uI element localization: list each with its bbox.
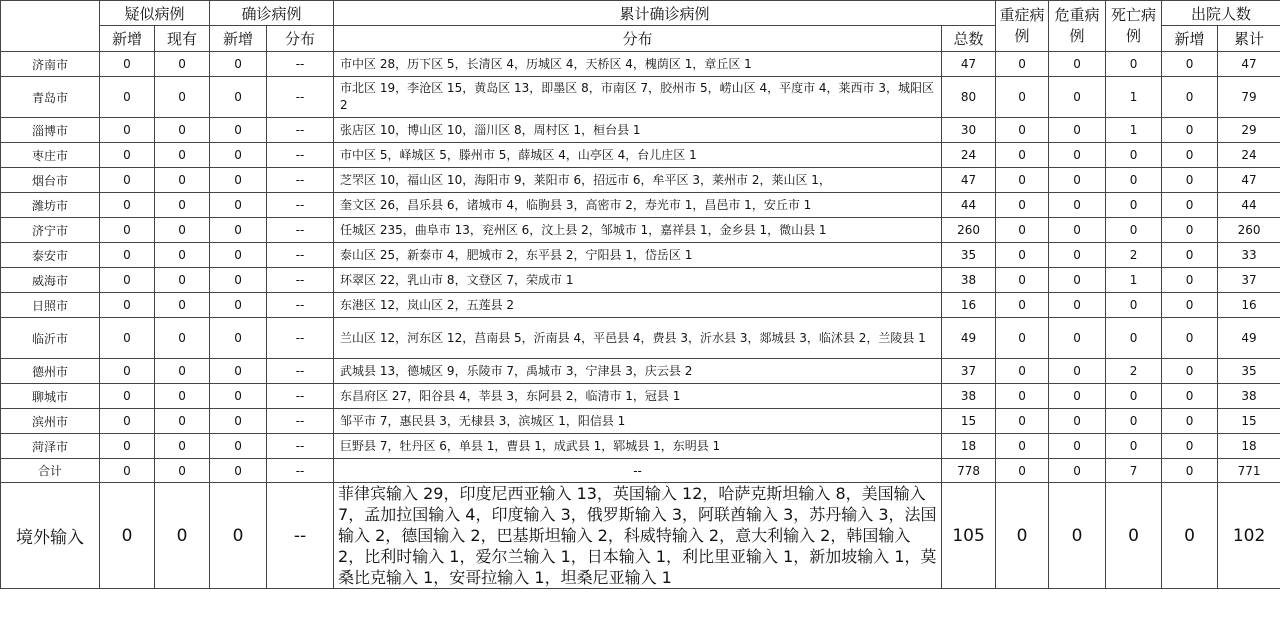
suspected-new: 0 bbox=[100, 434, 155, 459]
confirmed-new: 0 bbox=[210, 143, 267, 168]
suspected-current: 0 bbox=[155, 434, 210, 459]
cumulative-distribution: 奎文区 26，昌乐县 6，诸城市 4，临朐县 3，高密市 2，寿光市 1，昌邑市 1，安丘市 1 bbox=[334, 193, 942, 218]
critical-count: 0 bbox=[1049, 359, 1106, 384]
cumulative-total: 18 bbox=[942, 434, 996, 459]
cumulative-total: 80 bbox=[942, 77, 996, 118]
discharged-new: 0 bbox=[1162, 459, 1218, 483]
suspected-new: 0 bbox=[100, 268, 155, 293]
header-discharged: 出院人数 bbox=[1162, 1, 1280, 26]
death-count: 7 bbox=[1106, 459, 1162, 483]
confirmed-distribution: -- bbox=[267, 483, 334, 589]
table-row bbox=[1, 318, 1280, 359]
suspected-new: 0 bbox=[100, 143, 155, 168]
critical-count: 0 bbox=[1049, 268, 1106, 293]
cumulative-total: 35 bbox=[942, 243, 996, 268]
table-row bbox=[1, 52, 1280, 77]
cumulative-total: 16 bbox=[942, 293, 996, 318]
death-count: 1 bbox=[1106, 118, 1162, 143]
death-count: 0 bbox=[1106, 483, 1162, 589]
discharged-new: 0 bbox=[1162, 77, 1218, 118]
discharged-cumulative: 49 bbox=[1218, 318, 1280, 359]
cumulative-total: 44 bbox=[942, 193, 996, 218]
discharged-new: 0 bbox=[1162, 384, 1218, 409]
cumulative-total: 47 bbox=[942, 168, 996, 193]
discharged-new: 0 bbox=[1162, 483, 1218, 589]
suspected-new: 0 bbox=[100, 77, 155, 118]
cumulative-distribution: 环翠区 22，乳山市 8，文登区 7，荣成市 1 bbox=[334, 268, 942, 293]
suspected-current: 0 bbox=[155, 218, 210, 243]
confirmed-distribution: -- bbox=[267, 118, 334, 143]
confirmed-distribution: -- bbox=[267, 77, 334, 118]
death-count: 0 bbox=[1106, 193, 1162, 218]
city-name: 聊城市 bbox=[1, 384, 100, 409]
cumulative-total: 24 bbox=[942, 143, 996, 168]
confirmed-new: 0 bbox=[210, 268, 267, 293]
table-row bbox=[1, 118, 1280, 143]
discharged-cumulative: 16 bbox=[1218, 293, 1280, 318]
suspected-current: 0 bbox=[155, 52, 210, 77]
death-count: 0 bbox=[1106, 218, 1162, 243]
cumulative-distribution: 武城县 13，德城区 9，乐陵市 7，禹城市 3，宁津县 3，庆云县 2 bbox=[334, 359, 942, 384]
discharged-cumulative: 33 bbox=[1218, 243, 1280, 268]
cumulative-total: 105 bbox=[942, 483, 996, 589]
header-suspected: 疑似病例 bbox=[100, 1, 210, 26]
discharged-new: 0 bbox=[1162, 118, 1218, 143]
table-row bbox=[1, 168, 1280, 193]
table-row bbox=[1, 218, 1280, 243]
table-row bbox=[1, 359, 1280, 384]
severe-count: 0 bbox=[996, 52, 1049, 77]
confirmed-new: 0 bbox=[210, 359, 267, 384]
critical-count: 0 bbox=[1049, 77, 1106, 118]
suspected-current: 0 bbox=[155, 77, 210, 118]
confirmed-distribution: -- bbox=[267, 193, 334, 218]
discharged-cumulative: 18 bbox=[1218, 434, 1280, 459]
discharged-cumulative: 29 bbox=[1218, 118, 1280, 143]
confirmed-new: 0 bbox=[210, 218, 267, 243]
confirmed-new: 0 bbox=[210, 384, 267, 409]
suspected-new: 0 bbox=[100, 318, 155, 359]
death-count: 0 bbox=[1106, 293, 1162, 318]
discharged-cumulative: 260 bbox=[1218, 218, 1280, 243]
city-name: 威海市 bbox=[1, 268, 100, 293]
confirmed-new: 0 bbox=[210, 483, 267, 589]
severe-count: 0 bbox=[996, 193, 1049, 218]
cumulative-distribution: 邹平市 7，惠民县 3，无棣县 3，滨城区 1，阳信县 1 bbox=[334, 409, 942, 434]
discharged-cumulative: 771 bbox=[1218, 459, 1280, 483]
imported-row bbox=[1, 483, 1280, 589]
cumulative-distribution: 泰山区 25，新泰市 4，肥城市 2，东平县 2，宁阳县 1，岱岳区 1 bbox=[334, 243, 942, 268]
cumulative-total: 49 bbox=[942, 318, 996, 359]
discharged-new: 0 bbox=[1162, 193, 1218, 218]
suspected-current: 0 bbox=[155, 143, 210, 168]
subheader-cumulative-total: 总数 bbox=[942, 26, 996, 52]
severe-count: 0 bbox=[996, 118, 1049, 143]
death-count: 0 bbox=[1106, 434, 1162, 459]
severe-count: 0 bbox=[996, 409, 1049, 434]
confirmed-new: 0 bbox=[210, 77, 267, 118]
total-row bbox=[1, 459, 1280, 483]
header-deaths: 死亡病例 bbox=[1106, 1, 1162, 52]
city-name: 淄博市 bbox=[1, 118, 100, 143]
discharged-new: 0 bbox=[1162, 143, 1218, 168]
suspected-new: 0 bbox=[100, 384, 155, 409]
severe-count: 0 bbox=[996, 459, 1049, 483]
city-name: 烟台市 bbox=[1, 168, 100, 193]
suspected-new: 0 bbox=[100, 118, 155, 143]
confirmed-distribution: -- bbox=[267, 243, 334, 268]
severe-count: 0 bbox=[996, 268, 1049, 293]
table-row bbox=[1, 268, 1280, 293]
confirmed-new: 0 bbox=[210, 318, 267, 359]
confirmed-new: 0 bbox=[210, 243, 267, 268]
suspected-current: 0 bbox=[155, 483, 210, 589]
severe-count: 0 bbox=[996, 434, 1049, 459]
suspected-current: 0 bbox=[155, 243, 210, 268]
discharged-new: 0 bbox=[1162, 434, 1218, 459]
city-name: 泰安市 bbox=[1, 243, 100, 268]
suspected-current: 0 bbox=[155, 409, 210, 434]
suspected-current: 0 bbox=[155, 118, 210, 143]
cumulative-distribution: 兰山区 12，河东区 12，莒南县 5，沂南县 4，平邑县 4，费县 3，沂水县 3，郯城县 3，临沭县 2，兰陵县 1 bbox=[334, 318, 942, 359]
death-count: 2 bbox=[1106, 243, 1162, 268]
death-count: 0 bbox=[1106, 143, 1162, 168]
discharged-new: 0 bbox=[1162, 268, 1218, 293]
death-count: 0 bbox=[1106, 409, 1162, 434]
suspected-new: 0 bbox=[100, 193, 155, 218]
confirmed-new: 0 bbox=[210, 409, 267, 434]
confirmed-new: 0 bbox=[210, 434, 267, 459]
critical-count: 0 bbox=[1049, 318, 1106, 359]
confirmed-new: 0 bbox=[210, 293, 267, 318]
table-row bbox=[1, 143, 1280, 168]
subheader-confirmed-new: 新增 bbox=[210, 26, 267, 52]
suspected-new: 0 bbox=[100, 359, 155, 384]
subheader-confirmed-distribution: 分布 bbox=[267, 26, 334, 52]
suspected-new: 0 bbox=[100, 218, 155, 243]
severe-count: 0 bbox=[996, 218, 1049, 243]
cumulative-distribution: 巨野县 7，牡丹区 6，单县 1，曹县 1，成武县 1，郓城县 1，东明县 1 bbox=[334, 434, 942, 459]
suspected-current: 0 bbox=[155, 268, 210, 293]
suspected-new: 0 bbox=[100, 459, 155, 483]
table-row bbox=[1, 409, 1280, 434]
city-name: 济南市 bbox=[1, 52, 100, 77]
confirmed-distribution: -- bbox=[267, 409, 334, 434]
cumulative-total: 260 bbox=[942, 218, 996, 243]
cumulative-distribution: 芝罘区 10，福山区 10，海阳市 9，莱阳市 6，招远市 6，牟平区 3，莱州市 2，莱山区 1， bbox=[334, 168, 942, 193]
confirmed-new: 0 bbox=[210, 52, 267, 77]
header-critical: 危重病例 bbox=[1049, 1, 1106, 52]
confirmed-new: 0 bbox=[210, 193, 267, 218]
critical-count: 0 bbox=[1049, 293, 1106, 318]
cumulative-distribution: 市中区 5，峄城区 5，滕州市 5，薛城区 4，山亭区 4，台儿庄区 1 bbox=[334, 143, 942, 168]
discharged-new: 0 bbox=[1162, 243, 1218, 268]
confirmed-distribution: -- bbox=[267, 434, 334, 459]
city-name: 青岛市 bbox=[1, 77, 100, 118]
cumulative-total: 38 bbox=[942, 384, 996, 409]
severe-count: 0 bbox=[996, 384, 1049, 409]
confirmed-distribution: -- bbox=[267, 143, 334, 168]
imported-label: 境外输入 bbox=[1, 483, 100, 589]
cumulative-total: 778 bbox=[942, 459, 996, 483]
discharged-cumulative: 24 bbox=[1218, 143, 1280, 168]
discharged-new: 0 bbox=[1162, 359, 1218, 384]
death-count: 1 bbox=[1106, 77, 1162, 118]
cumulative-distribution: 东昌府区 27，阳谷县 4，莘县 3，东阿县 2，临清市 1，冠县 1 bbox=[334, 384, 942, 409]
suspected-current: 0 bbox=[155, 459, 210, 483]
severe-count: 0 bbox=[996, 293, 1049, 318]
subheader-discharged-new: 新增 bbox=[1162, 26, 1218, 52]
critical-count: 0 bbox=[1049, 193, 1106, 218]
header-cumulative: 累计确诊病例 bbox=[334, 1, 996, 26]
confirmed-distribution: -- bbox=[267, 168, 334, 193]
confirmed-distribution: -- bbox=[267, 459, 334, 483]
cumulative-total: 15 bbox=[942, 409, 996, 434]
cumulative-total: 47 bbox=[942, 52, 996, 77]
subheader-discharged-cumulative: 累计 bbox=[1218, 26, 1280, 52]
cumulative-distribution: 任城区 235，曲阜市 13，兖州区 6，汶上县 2，邹城市 1，嘉祥县 1，金乡县 1，微山县 1 bbox=[334, 218, 942, 243]
table-row bbox=[1, 434, 1280, 459]
critical-count: 0 bbox=[1049, 384, 1106, 409]
discharged-new: 0 bbox=[1162, 52, 1218, 77]
death-count: 0 bbox=[1106, 168, 1162, 193]
suspected-current: 0 bbox=[155, 168, 210, 193]
critical-count: 0 bbox=[1049, 168, 1106, 193]
discharged-new: 0 bbox=[1162, 168, 1218, 193]
death-count: 0 bbox=[1106, 52, 1162, 77]
city-name: 日照市 bbox=[1, 293, 100, 318]
city-name: 潍坊市 bbox=[1, 193, 100, 218]
suspected-current: 0 bbox=[155, 384, 210, 409]
critical-count: 0 bbox=[1049, 483, 1106, 589]
severe-count: 0 bbox=[996, 168, 1049, 193]
discharged-cumulative: 44 bbox=[1218, 193, 1280, 218]
cumulative-distribution: -- bbox=[334, 459, 942, 483]
cumulative-distribution: 东港区 12，岚山区 2，五莲县 2 bbox=[334, 293, 942, 318]
discharged-new: 0 bbox=[1162, 218, 1218, 243]
critical-count: 0 bbox=[1049, 434, 1106, 459]
suspected-new: 0 bbox=[100, 243, 155, 268]
city-name: 济宁市 bbox=[1, 218, 100, 243]
cumulative-total: 37 bbox=[942, 359, 996, 384]
critical-count: 0 bbox=[1049, 52, 1106, 77]
header-confirmed: 确诊病例 bbox=[210, 1, 334, 26]
discharged-new: 0 bbox=[1162, 318, 1218, 359]
confirmed-distribution: -- bbox=[267, 293, 334, 318]
discharged-new: 0 bbox=[1162, 293, 1218, 318]
critical-count: 0 bbox=[1049, 218, 1106, 243]
cumulative-total: 38 bbox=[942, 268, 996, 293]
discharged-new: 0 bbox=[1162, 409, 1218, 434]
header-severe: 重症病例 bbox=[996, 1, 1049, 52]
city-name: 菏泽市 bbox=[1, 434, 100, 459]
severe-count: 0 bbox=[996, 77, 1049, 118]
total-label: 合计 bbox=[1, 459, 100, 483]
table-row bbox=[1, 384, 1280, 409]
severe-count: 0 bbox=[996, 483, 1049, 589]
death-count: 1 bbox=[1106, 268, 1162, 293]
suspected-new: 0 bbox=[100, 293, 155, 318]
confirmed-distribution: -- bbox=[267, 268, 334, 293]
suspected-current: 0 bbox=[155, 359, 210, 384]
discharged-cumulative: 37 bbox=[1218, 268, 1280, 293]
critical-count: 0 bbox=[1049, 243, 1106, 268]
cumulative-distribution: 市中区 28，历下区 5，长清区 4，历城区 4，天桥区 4，槐荫区 1，章丘区 1 bbox=[334, 52, 942, 77]
table-row bbox=[1, 243, 1280, 268]
discharged-cumulative: 15 bbox=[1218, 409, 1280, 434]
discharged-cumulative: 47 bbox=[1218, 52, 1280, 77]
confirmed-distribution: -- bbox=[267, 384, 334, 409]
cumulative-distribution: 张店区 10，博山区 10，淄川区 8，周村区 1，桓台县 1 bbox=[334, 118, 942, 143]
critical-count: 0 bbox=[1049, 143, 1106, 168]
suspected-current: 0 bbox=[155, 293, 210, 318]
confirmed-distribution: -- bbox=[267, 318, 334, 359]
table-row bbox=[1, 193, 1280, 218]
corner-cell bbox=[1, 1, 100, 52]
table-row bbox=[1, 77, 1280, 118]
discharged-cumulative: 102 bbox=[1218, 483, 1280, 589]
critical-count: 0 bbox=[1049, 409, 1106, 434]
city-name: 德州市 bbox=[1, 359, 100, 384]
confirmed-distribution: -- bbox=[267, 218, 334, 243]
critical-count: 0 bbox=[1049, 118, 1106, 143]
severe-count: 0 bbox=[996, 318, 1049, 359]
discharged-cumulative: 35 bbox=[1218, 359, 1280, 384]
confirmed-new: 0 bbox=[210, 118, 267, 143]
suspected-current: 0 bbox=[155, 193, 210, 218]
city-name: 滨州市 bbox=[1, 409, 100, 434]
city-name: 枣庄市 bbox=[1, 143, 100, 168]
discharged-cumulative: 79 bbox=[1218, 77, 1280, 118]
confirmed-new: 0 bbox=[210, 459, 267, 483]
subheader-suspected-current: 现有 bbox=[155, 26, 210, 52]
discharged-cumulative: 47 bbox=[1218, 168, 1280, 193]
subheader-suspected-new: 新增 bbox=[100, 26, 155, 52]
suspected-current: 0 bbox=[155, 318, 210, 359]
suspected-new: 0 bbox=[100, 168, 155, 193]
death-count: 0 bbox=[1106, 384, 1162, 409]
cumulative-total: 30 bbox=[942, 118, 996, 143]
death-count: 0 bbox=[1106, 318, 1162, 359]
city-name: 临沂市 bbox=[1, 318, 100, 359]
confirmed-distribution: -- bbox=[267, 359, 334, 384]
cumulative-distribution: 菲律宾输入 29，印度尼西亚输入 13，英国输入 12，哈萨克斯坦输入 8，美国输入 7，孟加拉国输入 4，印度输入 3，俄罗斯输入 3，阿联酋输入 3，苏丹输入 3，法国输入 2，德国输入 2，巴基斯坦输入 2，科威特输入 2，意大利输入 2，韩国输入 2，比利时输入 1，爱尔兰输入 1，日本输入 1，利比里亚输入 1，新加坡输入 1，莫桑比克输入 1，安哥拉输入 1，坦桑尼亚输入 1 bbox=[334, 483, 942, 589]
discharged-cumulative: 38 bbox=[1218, 384, 1280, 409]
severe-count: 0 bbox=[996, 243, 1049, 268]
confirmed-distribution: -- bbox=[267, 52, 334, 77]
severe-count: 0 bbox=[996, 359, 1049, 384]
critical-count: 0 bbox=[1049, 459, 1106, 483]
death-count: 2 bbox=[1106, 359, 1162, 384]
cumulative-distribution: 市北区 19，李沧区 15，黄岛区 13，即墨区 8，市南区 7，胶州市 5，崂山区 4，平度市 4，莱西市 3，城阳区 2 bbox=[334, 77, 942, 118]
suspected-new: 0 bbox=[100, 483, 155, 589]
header-row-1 bbox=[1, 1, 1280, 26]
suspected-new: 0 bbox=[100, 52, 155, 77]
suspected-new: 0 bbox=[100, 409, 155, 434]
subheader-cumulative-distribution: 分布 bbox=[334, 26, 942, 52]
table-row bbox=[1, 293, 1280, 318]
confirmed-new: 0 bbox=[210, 168, 267, 193]
severe-count: 0 bbox=[996, 143, 1049, 168]
